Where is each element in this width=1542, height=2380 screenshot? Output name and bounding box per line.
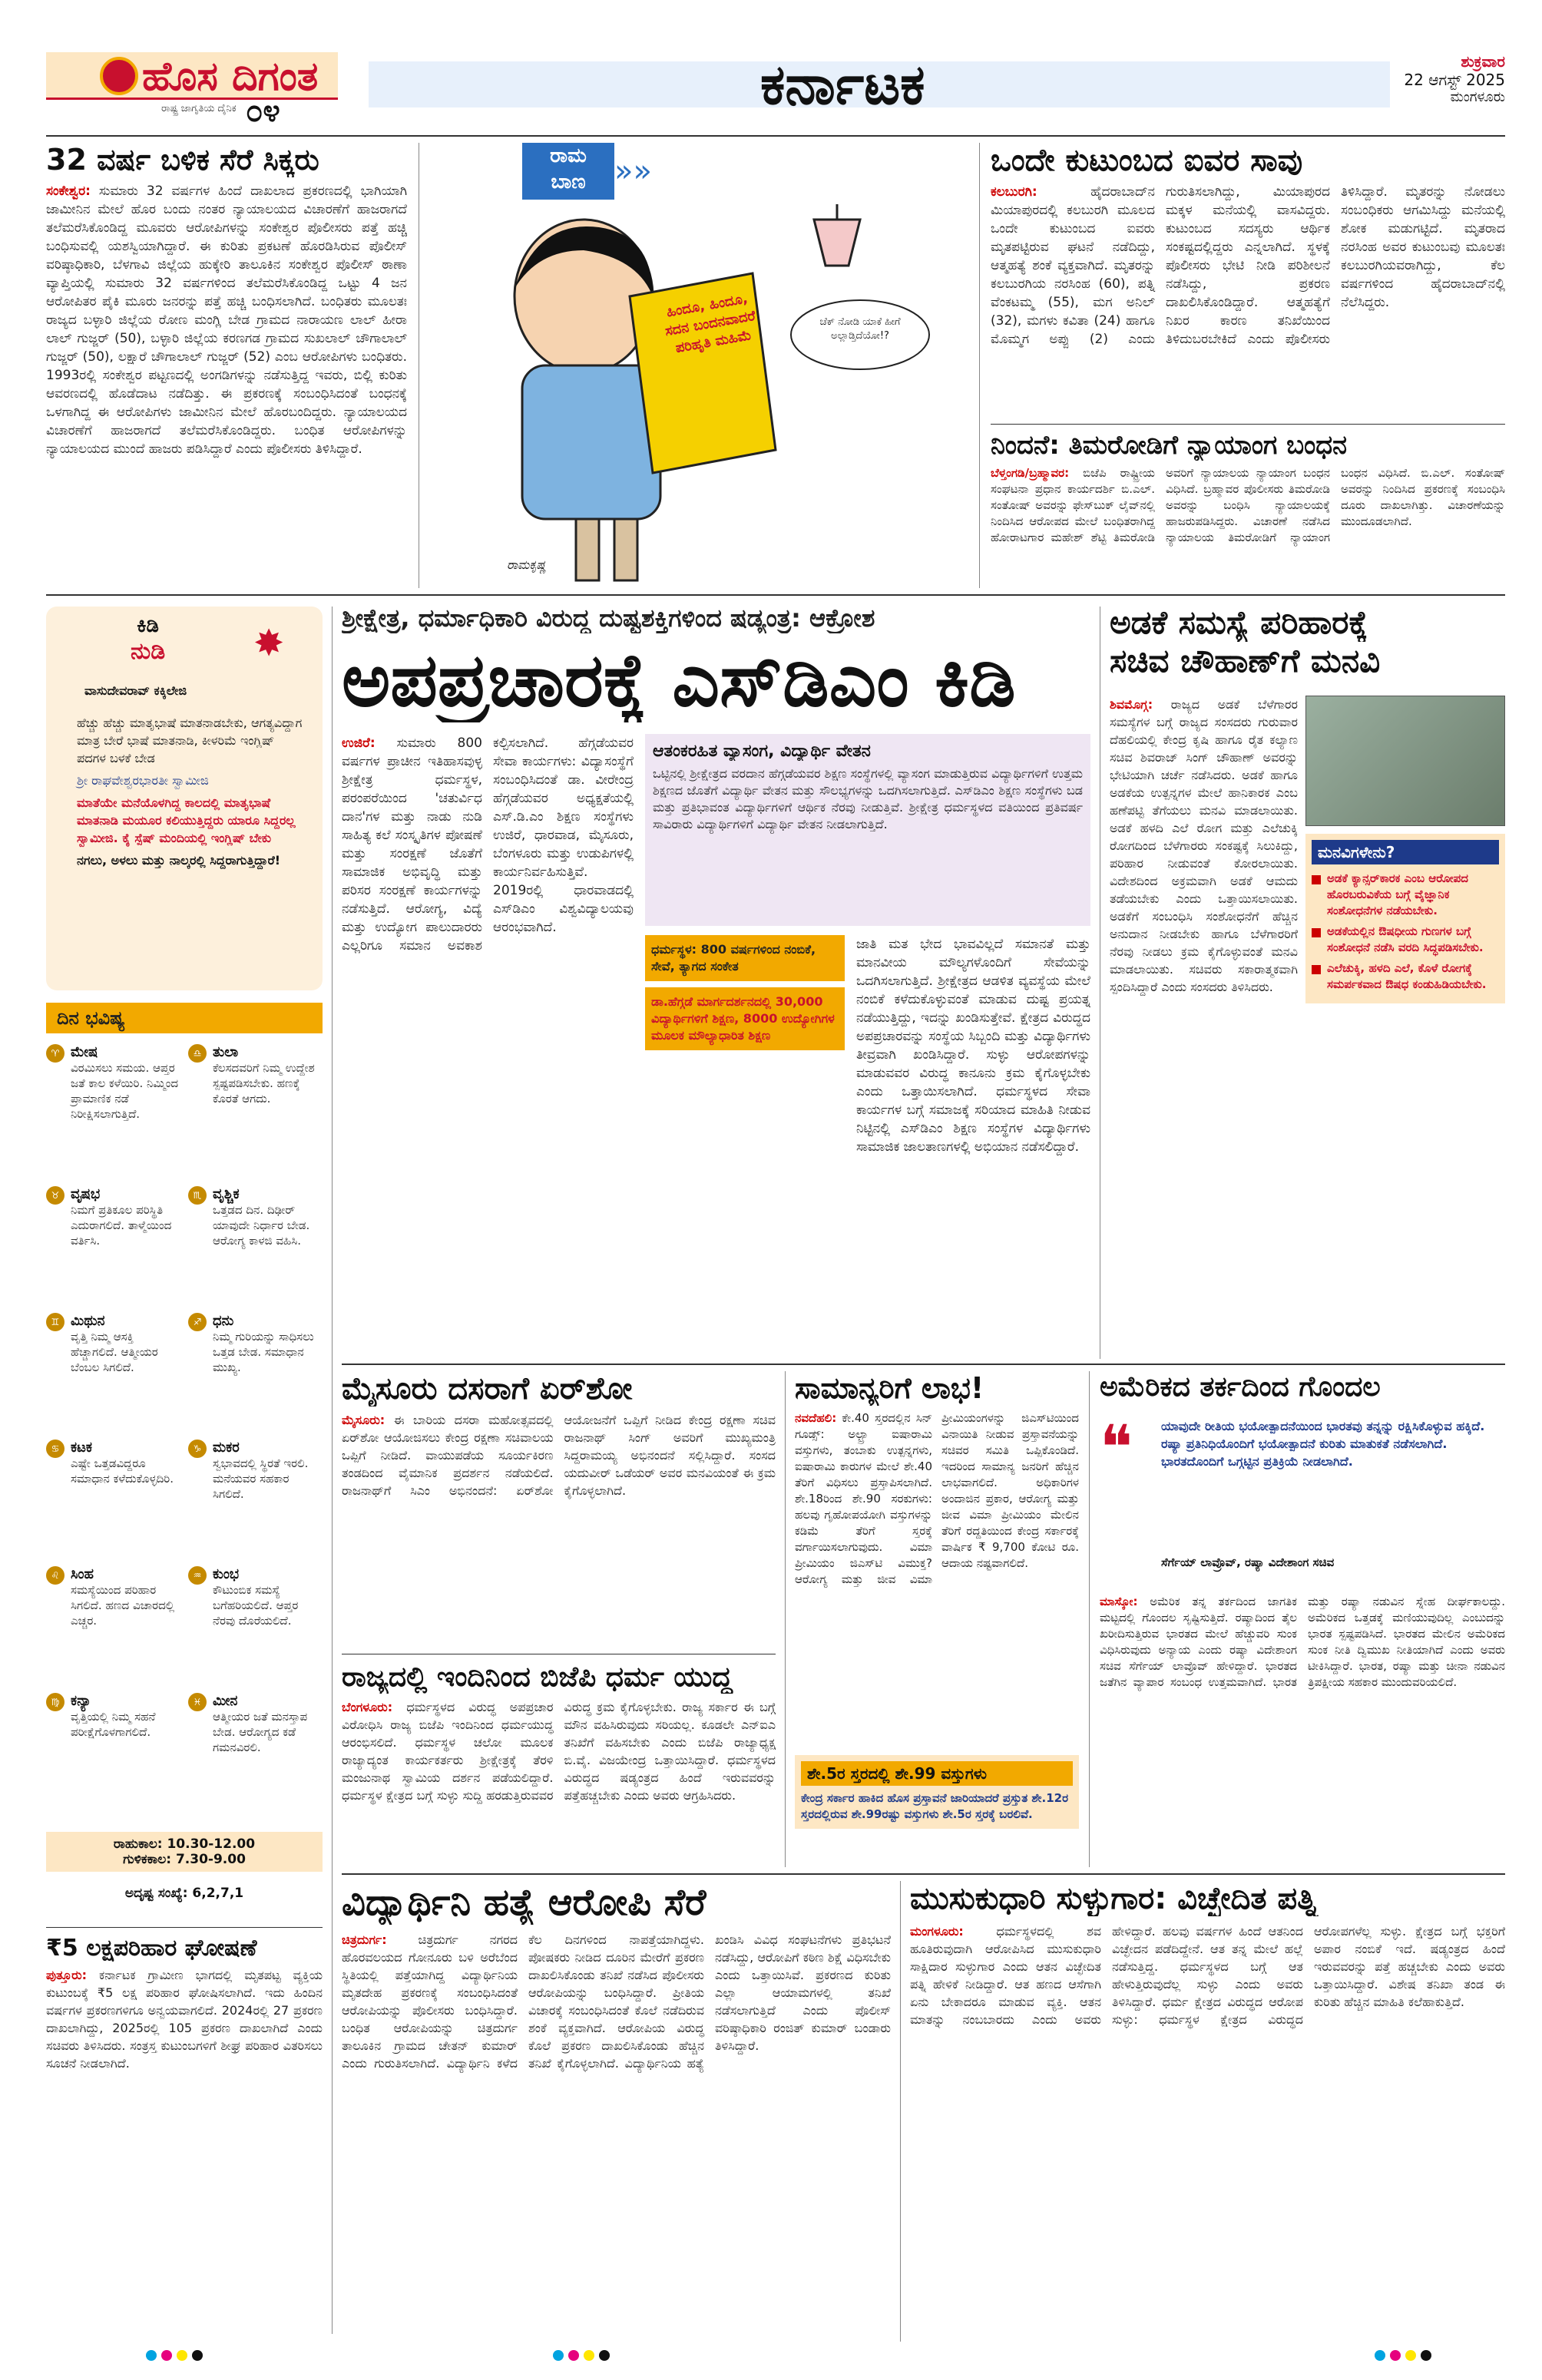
story-student [342, 1881, 891, 2342]
logo-emblem-icon [100, 57, 138, 95]
horoscope-sign: ♒ ಕುಂಭ ಕೌಟುಂಬಿಕ ಸಮಸ್ಯೆ ಬಗೆಹರಿಯಲಿದೆ. ಆಪ್ತರ ನೆರವು ದೊರೆಯಲಿದೆ. [188, 1566, 323, 1679]
body: ಸುಮಾರು 32 ವರ್ಷಗಳ ಹಿಂದೆ ದಾಖಲಾದ ಪ್ರಕರಣದಲ್ಲಿ ಭಾಗಿಯಾಗಿ ಜಾಮೀನಿನ ಮೇಲೆ ಹೊರ ಬಂದು ನಂತರ ನ್ಯಾಯಾಲಯದ ವಿಚಾರಣೆಗೆ ಹಾಜರಾಗದೆ ತಲೆಮರೆಸಿಕೊಂಡಿದ್ದ ಮೂವರು ಆರೋಪಿಗಳನ್ನು ಸಂಕೇಶ್ವರ ಪೊಲೀಸರು ಪತ್ತೆ ಹಚ್ಚಿ ಬಂಧಿಸುವಲ್ಲಿ ಯಶಸ್ವಿಯಾಗಿದ್ದಾರೆ. ಈ ಕುರಿತು ಪ್ರಕಟಣೆ ಹೊರಡಿಸಿರುವ ಪೊಲೀಸ್ ವರಿಷ್ಠಾಧಿಕಾರಿ, ಬೆಳಗಾವಿ ಜಿಲ್ಲೆಯ ಹುಕ್ಕೇರಿ ತಾಲೂಕಿನ ಸಂಕೇಶ್ವರ ಪೊಲೀಸ್ ಠಾಣಾ ವ್ಯಾಪ್ತಿಯಲ್ಲಿ ಸುಮಾರು 32 ವರ್ಷಗಳಿಂದ ತಲೆಮರೆಸಿಕೊಂಡಿದ್ದ ಒಟ್ಟು 4 ಜನ ಆರೋಪಿತರ ಪೈಕಿ ಮೂರು ಜನರನ್ನು ಪತ್ತೆ ಹಚ್ಚಿ ಬಂಧಿಸಲಾಗಿದೆ. ಬಂಧಿತರು ಮೂಲತಃ ರಾಜ್ಯದ ಬಳ್ಳಾರಿ ಜಿಲ್ಲೆಯ ರೋಣ ಮಂಗ್ಲಿ ಬೇಡ ಗ್ರಾಮದ ನಾರಾಯಣ ಲಾಲ್ ಹೀರಾ ಲಾಲ್ ಗುಜ್ಜರ್ (50), ಬಳ್ಳಾರಿ ಜಿಲ್ಲೆಯ ಕರಣಗಡ ಗ್ರಾಮದ ಸುಖಲಾಲ್ ಚೌಗಾಲಾಲ್ ಗುಜ್ಜರ್ (50), ಲಕ್ಷಾರೆ ಚೌಗಾಲಾಲ್ ಗುಜ್ಜರ್ (52) ಎಂಬ ಆರೋಪಿಗಳು ಬಂಧಿತರು. 1993ರಲ್ಲಿ ಸಂಕೇಶ್ವರ ಪಟ್ಟಣದಲ್ಲಿ ಅಂಗಡಿಗಳನ್ನು ನಡೆಸುತ್ತಿದ್ದ ಇವರು, ಬಿಲ್ಲಿ ಕುರಿತು ಆವರಣದಲ್ಲಿ ಹೊಡೆದಾಟ ನಡೆದಿತ್ತು. ಈ ಪ್ರಕರಣಕ್ಕೆ ಸಂಬಂಧಿಸಿದಂತೆ ಬಂಧನಕ್ಕೆ ಒಳಗಾಗಿದ್ದ ಈ ಆರೋಪಿಗಳು ಜಾಮೀನಿನ ಮೇಲೆ ಹೊರಬಂದಿದ್ದರು. ನ್ಯಾಯಾಲಯದ ವಿಚಾರಣೆಗೆ ಹಾಜರಾಗದೆ ತಲೆಮರೆಸಿಕೊಂಡಿದ್ದರು. ಬಂಧಿತ ಆರೋಪಿಗಳನ್ನು ನ್ಯಾಯಾಲಯದ ಮುಂದೆ ಹಾಜರು ಪಡಿಸಿದ್ದಾರೆ ಎಂದು ಪೊಲೀಸರು ತಿಳಿಸಿದ್ದಾರೆ. [46, 183, 407, 457]
dateline: ಬೆಂಗಳೂರು: [342, 1700, 393, 1714]
quote-text: ಯಾವುದೇ ರೀತಿಯ ಭಯೋತ್ಪಾದನೆಯಿಂದ ಭಾರತವು ತನ್ನನ್ನು ರಕ್ಷಿಸಿಕೊಳ್ಳುವ ಹಕ್ಕಿದೆ. ರಷ್ಯಾ ಪ್ರತಿನಿಧಿಯೊಂದಿಗೆ ಭಯೋತ್ಪಾದನೆ ಕುರಿತು ಮಾತುಕತೆ ನಡೆಸಲಾಗಿದೆ. ಭಾರತದೊಂದಿಗೆ ಒಗ್ಗಟ್ಟಿನ ಪ್ರತಿಕ್ರಿಯೆ ನೀಡಲಾಗಿದೆ. [1161, 1419, 1485, 1469]
box-text: ಒಟ್ಟಿನಲ್ಲಿ ಶ್ರೀಕ್ಷೇತ್ರದ ವರದಾನ ಹೆಗ್ಗಡೆಯವರ ಶಿಕ್ಷಣ ಸಂಸ್ಥೆಗಳಲ್ಲಿ ವ್ಯಾಸಂಗ ಮಾಡುತ್ತಿರುವ ವಿದ್ಯಾರ್ಥಿಗಳಿಗೆ ಉತ್ತಮ ಶಿಕ್ಷಣದ ಜೊತೆಗೆ ವಿದ್ಯಾರ್ಥಿ ವೇತನ ಮತ್ತು ಸೌಲಭ್ಯಗಳನ್ನು ಒದಗಿಸಲಾಗುತ್ತಿದೆ. ಎಸ್‌ಡಿಎಂ ಶಿಕ್ಷಣ ಸಂಸ್ಥೆಗಳು ಬಡ ಮತ್ತು ಪ್ರತಿಭಾವಂತ ವಿದ್ಯಾರ್ಥಿಗಳಿಗೆ ಆರ್ಥಿಕ ನೆರವು ನೀಡುತ್ತಿವೆ. ಶ್ರೀಕ್ಷೇತ್ರ ಧರ್ಮಸ್ಥಳದ ವತಿಯಿಂದ ಪ್ರತಿವರ್ಷ ಸಾವಿರಾರು ವಿದ್ಯಾರ್ಥಿಗಳಿಗೆ ವಿದ್ಯಾರ್ಥಿ ವೇತನ ನೀಡಲಾಗುತ್ತಿದೆ. [653, 766, 1083, 831]
headline: ಅಮೆರಿಕದ ತರ್ಕದಿಂದ ಗೊಂದಲ [1100, 1371, 1381, 1403]
highlight: ಡಾ.ಹೆಗ್ಗಡೆ ಮಾರ್ಗದರ್ಶನದಲ್ಲಿ 30,000 ವಿದ್ಯಾರ್ಥಿಗಳಿಗೆ ಶಿಕ್ಷಣ, 8000 ಉದ್ಯೋಗಿಗಳ ಮೂಲಕ ಮೌಲ್ಯಾಧಾರಿತ ಶಿಕ್ಷಣ [645, 987, 845, 1050]
body: ಚಿತ್ರದುರ್ಗ ನಗರದ ಹೊರವಲಯದ ಗೋನೂರು ಬಳಿ ಅರೆಬೆಂದ ಸ್ಥಿತಿಯಲ್ಲಿ ಪತ್ತೆಯಾಗಿದ್ದ ವಿದ್ಯಾರ್ಥಿನಿಯ ಮೃತದೇಹ ಪ್ರಕರಣಕ್ಕೆ ಸಂಬಂಧಿಸಿದಂತೆ ಆರೋಪಿಯನ್ನು ಪೊಲೀಸರು ಬಂಧಿಸಿದ್ದಾರೆ. ಬಂಧಿತ ಆರೋಪಿಯನ್ನು ಚಿತ್ರದುರ್ಗ ತಾಲೂಕಿನ ಗ್ರಾಮದ ಚೇತನ್ ಕುಮಾರ್ ಎಂದು ಗುರುತಿಸಲಾಗಿದೆ. ವಿದ್ಯಾರ್ಥಿನಿ ಕಳೆದ ಕೆಲ ದಿನಗಳಿಂದ ನಾಪತ್ತೆಯಾಗಿದ್ದಳು. ಪೋಷಕರು ನೀಡಿದ ದೂರಿನ ಮೇರೆಗೆ ಪ್ರಕರಣ ದಾಖಲಿಸಿಕೊಂಡು ತನಿಖೆ ನಡೆಸಿದ ಪೊಲೀಸರು ಆರೋಪಿಯನ್ನು ಬಂಧಿಸಿದ್ದಾರೆ. ಪ್ರೀತಿಯ ವಿಚಾರಕ್ಕೆ ಸಂಬಂಧಿಸಿದಂತೆ ಕೊಲೆ ನಡೆದಿರುವ ಶಂಕೆ ವ್ಯಕ್ತವಾಗಿದೆ. ಆರೋಪಿಯ ವಿರುದ್ಧ ಕೊಲೆ ಪ್ರಕರಣ ದಾಖಲಿಸಿಕೊಂಡು ಹೆಚ್ಚಿನ ತನಿಖೆ ಕೈಗೊಳ್ಳಲಾಗಿದೆ. ವಿದ್ಯಾರ್ಥಿನಿಯ ಹತ್ಯೆ ಖಂಡಿಸಿ ವಿವಿಧ ಸಂಘಟನೆಗಳು ಪ್ರತಿಭಟನೆ ನಡೆಸಿದ್ದು, ಆರೋಪಿಗೆ ಕಠಿಣ ಶಿಕ್ಷೆ ವಿಧಿಸಬೇಕು ಎಂದು ಒತ್ತಾಯಿಸಿವೆ. ಪ್ರಕರಣದ ಕುರಿತು ಎಲ್ಲಾ ಆಯಾಮಗಳಲ್ಲಿ ತನಿಖೆ ನಡೆಸಲಾಗುತ್ತಿದೆ ಎಂದು ಪೊಲೀಸ್ ವರಿಷ್ಠಾಧಿಕಾರಿ ರಂಜಿತ್ ಕುಮಾರ್ ಬಂಡಾರು ತಿಳಿಸಿದ್ದಾರೆ. [342, 1932, 891, 2071]
registration-marks-center [553, 2349, 614, 2364]
quote-icon: ❝ [1100, 1412, 1133, 1483]
headline: ವಿದ್ಯಾರ್ಥಿನಿ ಹತ್ಯೆ ಆರೋಪಿ ಸೆರೆ [342, 1881, 706, 1924]
lucky-numbers: ಅದೃಷ್ಟ ಸಂಖ್ಯೆ: 6,2,7,1 [124, 1886, 244, 1901]
headline: ರಾಜ್ಯದಲ್ಲಿ ಇಂದಿನಿಂದ ಬಿಜೆಪಿ ಧರ್ಮ ಯುದ್ಧ [342, 1661, 733, 1693]
placard-text: ಹಿಂದೂ, ಹಿಂದೂ, ಸದನ ಬಂದನವಾದರೆ ಪರಿಹೃತಿ ಮಹಿಮೆ [663, 290, 757, 357]
gst-box [795, 1755, 1079, 1829]
body: ರಾಜ್ಯದ ಅಡಕೆ ಬೆಳೆಗಾರರ ಸಮಸ್ಯೆಗಳ ಬಗ್ಗೆ ರಾಜ್ಯದ ಸಂಸದರು ಗುರುವಾರ ದೆಹಲಿಯಲ್ಲಿ ಕೇಂದ್ರ ಕೃಷಿ ಹಾಗೂ ರೈತ ಕಲ್ಯಾಣ ಸಚಿವ ಶಿವರಾಜ್ ಸಿಂಗ್ ಚೌಹಾಣ್ ಅವರನ್ನು ಭೇಟಿಯಾಗಿ ಚರ್ಚೆ ನಡೆಸಿದರು. ಅಡಕೆ ಹಾಗೂ ಅಡಕೆಯ ಉತ್ಪನ್ನಗಳ ಮೇಲೆ ಹಾನಿಕಾರಕ ಎಂಬ ಹಣೆಪಟ್ಟಿ ತೆಗೆಯಲು ಮನವಿ ಮಾಡಲಾಯಿತು. ಅಡಕೆ ಹಳದಿ ಎಲೆ ರೋಗ ಮತ್ತು ಎಲೆಚುಕ್ಕಿ ರೋಗದಿಂದ ಬೆಳೆಗಾರರು ಸಂಕಷ್ಟಕ್ಕೆ ಸಿಲುಕಿದ್ದು, ಪರಿಹಾರ ನೀಡುವಂತೆ ಕೋರಲಾಯಿತು. ವಿದೇಶದಿಂದ ಅಕ್ರಮವಾಗಿ ಅಡಕೆ ಆಮದು ತಡೆಯಬೇಕು ಎಂದು ಒತ್ತಾಯಿಸಲಾಯಿತು. ಅಡಕೆಗೆ ಸಂಬಂಧಿಸಿ ಸಂಶೋಧನೆಗೆ ಹೆಚ್ಚಿನ ಅನುದಾನ ನೀಡಬೇಕು ಹಾಗೂ ಬೆಳೆಗಾರರಿಗೆ ನೆರವು ನೀಡಲು ಕ್ರಮ ಕೈಗೊಳ್ಳುವಂತೆ ಮನವಿ ಮಾಡಲಾಯಿತು. ಸಚಿವರು ಸಕಾರಾತ್ಮಕವಾಗಿ ಸ್ಪಂದಿಸಿದ್ದಾರೆ ಎಂದು ಸಂಸದರು ತಿಳಿಸಿದರು. [1110, 697, 1298, 994]
dateline: ಚಿತ್ರದುರ್ಗ: [342, 1932, 387, 1947]
section-title: ಕರ್ನಾಟಕ [760, 52, 925, 117]
highlights-box [645, 935, 845, 1050]
body: ಕರ್ನಾಟಕ ಗ್ರಾಮೀಣ ಭಾಗದಲ್ಲಿ ಮೃತಪಟ್ಟ ವ್ಯಕ್ತಿಯ ಕುಟುಂಬಕ್ಕೆ ₹5 ಲಕ್ಷ ಪರಿಹಾರ ಘೋಷಿಸಲಾಗಿದೆ. ಇದು ಹಿಂದಿನ ವರ್ಷಗಳ ಪ್ರಕರಣಗಳಿಗೂ ಅನ್ವಯವಾಗಲಿದೆ. 2024ರಲ್ಲಿ 27 ಪ್ರಕರಣ ದಾಖಲಾಗಿದ್ದು, 2025ರಲ್ಲಿ 105 ಪ್ರಕರಣ ದಾಖಲಾಗಿದೆ ಎಂದು ಸಚಿವರು ತಿಳಿಸಿದರು. ಸಂತ್ರಸ್ತ ಕುಟುಂಬಗಳಿಗೆ ಶೀಘ್ರ ಪರಿಹಾರ ವಿತರಿಸಲು ಸೂಚನೆ ನೀಡಲಾಗಿದೆ. [46, 1968, 323, 2071]
aries-icon: ♈ [46, 1044, 65, 1063]
cartoon-drawing [430, 204, 968, 588]
kidi-logo: ಕಿಡಿ ನುಡಿ [131, 614, 166, 665]
sagittarius-icon: ♐ [188, 1313, 207, 1331]
day: ಶುಕ್ರವಾರ [1461, 52, 1505, 71]
meeting-photo [1305, 696, 1505, 826]
body: ಕೇ.40 ಸ್ತರದಲ್ಲಿನ ಸಿನ್ ಗೂಡ್ಸ್: ಅಲ್ಟ್ರಾ ಐಷಾರಾಮಿ ವಸ್ತುಗಳು, ತಂಬಾಕು ಉತ್ಪನ್ನಗಳು, ಐಷಾರಾಮಿ ಕಾರುಗಳ ಮೇಲೆ ಶೇ.40 ತೆರಿಗೆ ವಿಧಿಸಲು ಪ್ರಸ್ತಾಪಿಸಲಾಗಿದೆ. ಶೇ.18ರಿಂದ ಶೇ.90 ಸರಕುಗಳು: ಹಲವು ಗೃಹೋಪಯೋಗಿ ವಸ್ತುಗಳನ್ನು ಕಡಿಮೆ ತೆರಿಗೆ ಸ್ತರಕ್ಕೆ ವರ್ಗಾಯಿಸಲಾಗುವುದು. ವಿಮಾ ಪ್ರೀಮಿಯಂ ಜಿಎಸ್‌ಟಿ ವಿಮುಕ್ತ? ಆರೋಗ್ಯ ಮತ್ತು ಜೀವ ವಿಮಾ ಪ್ರೀಮಿಯಂಗಳನ್ನು ಜಿಎಸ್‌ಟಿಯಿಂದ ವಿನಾಯಿತಿ ನೀಡುವ ಪ್ರಸ್ತಾವನೆಯನ್ನು ಸಚಿವರ ಸಮಿತಿ ಒಪ್ಪಿಕೊಂಡಿದೆ. ಇದರಿಂದ ಸಾಮಾನ್ಯ ಜನರಿಗೆ ಹೆಚ್ಚಿನ ಲಾಭವಾಗಲಿದೆ. ಅಧಿಕಾರಿಗಳ ಅಂದಾಜಿನ ಪ್ರಕಾರ, ಆರೋಗ್ಯ ಮತ್ತು ಜೀವ ವಿಮಾ ಪ್ರೀಮಿಯಂ ಮೇಲಿನ ತೆರಿಗೆ ರದ್ದತಿಯಿಂದ ಕೇಂದ್ರ ಸರ್ಕಾರಕ್ಕೆ ವಾರ್ಷಿಕ ₹ 9,700 ಕೋಟಿ ರೂ. ಆದಾಯ ನಷ್ಟವಾಗಲಿದೆ. [795, 1411, 1079, 1586]
libra-icon: ♎ [188, 1044, 207, 1063]
body: ಜಾತಿ ಮತ ಭೇದ ಭಾವವಿಲ್ಲದೆ ಸಮಾನತೆ ಮತ್ತು ಮಾನವೀಯ ಮೌಲ್ಯಗಳೊಂದಿಗೆ ಸೇವೆಯನ್ನು ಒದಗಿಸಲಾಗುತ್ತಿದೆ. ಶ್ರೀಕ್ಷೇತ್ರದ ಆಡಳಿತ ವ್ಯವಸ್ಥೆಯ ಮೇಲೆ ನಂಬಿಕೆ ಕಳೆದುಕೊಳ್ಳುವಂತೆ ಮಾಡುವ ದುಷ್ಟ ಪ್ರಯತ್ನ ನಡೆಯುತ್ತಿದ್ದು, ಇದನ್ನು ಖಂಡಿಸುತ್ತೇವೆ. ಕ್ಷೇತ್ರದ ವಿರುದ್ಧದ ಅಪಪ್ರಚಾರವನ್ನು ಸಂಸ್ಥೆಯ ಸಿಬ್ಬಂದಿ ಮತ್ತು ವಿದ್ಯಾರ್ಥಿಗಳು ತೀವ್ರವಾಗಿ ಖಂಡಿಸಿದ್ದಾರೆ. ಸುಳ್ಳು ಆರೋಪಗಳನ್ನು ಮಾಡುವವರ ವಿರುದ್ಧ ಕಾನೂನು ಕ್ರಮ ಕೈಗೊಳ್ಳಬೇಕು ಎಂದು ಒತ್ತಾಯಿಸಲಾಗಿದೆ. ಧರ್ಮಸ್ಥಳದ ಸೇವಾ ಕಾರ್ಯಗಳ ಬಗ್ಗೆ ಸಮಾಜಕ್ಕೆ ಸರಿಯಾದ ಮಾಹಿತಿ ನೀಡುವ ನಿಟ್ಟಿನಲ್ಲಿ ಎಸ್‌ಡಿಎಂ ಶಿಕ್ಷಣ ಸಂಸ್ಥೆಗಳ ವಿದ್ಯಾರ್ಥಿಗಳು ಸಾಮಾಜಿಕ ಜಾಲತಾಣಗಳಲ್ಲಿ ಅಭಿಯಾನ ನಡೆಸಲಿದ್ದಾರೆ. [856, 937, 1090, 1155]
highlight: ಧರ್ಮಸ್ಥಳ: 800 ವರ್ಷಗಳಿಂದ ನಂಬಿಕೆ, ಸೇವೆ, ತ್ಯಾಗದ ಸಂಕೇತ [645, 935, 845, 981]
story-airshow [342, 1371, 776, 1648]
horoscope [46, 1003, 323, 1919]
kidi-line: ಹೆಚ್ಚು ಹೆಚ್ಚು ಮಾತೃಭಾಷೆ ಮಾತನಾಡಬೇಕು, ಆಗತ್ಯವಿದ್ದಾಗ ಮಾತ್ರ ಬೇರೆ ಭಾಷೆ ಮಾತನಾಡಿ, ಕೀಳರಿಮೆ ಇಂಗ್ಲಿಷ್ ಪದಗಳ ಬಳಕೆ ಬೇಡ [77, 716, 303, 765]
taurus-icon: ♉ [46, 1186, 65, 1205]
kidi-nudi-box [46, 607, 323, 990]
box-title: ಶೇ.5ರ ಸ್ತರದಲ್ಲಿ ಶೇ.99 ವಸ್ತುಗಳು [801, 1761, 1073, 1786]
horoscope-sign: ♎ ತುಲಾ ಕೆಲಸದವರಿಗೆ ನಿಮ್ಮ ಉದ್ದೇಶ ಸ್ಪಷ್ಟಪಡಿಸಬೇಕು. ಹಣಕ್ಕೆ ಕೊರತೆ ಆಗದು. [188, 1044, 323, 1172]
logo-text: ಹೊಸ ದಿಗಂತ [142, 54, 319, 100]
horoscope-sign: ♐ ಧನು ನಿಮ್ಮ ಗುರಿಯನ್ನು ಸಾಧಿಸಲು ಒತ್ತಡ ಬೇಡ. ಸಮಾಧಾನ ಮುಖ್ಯ. [188, 1313, 323, 1426]
registration-marks-right [1375, 2349, 1436, 2364]
story-bjp [342, 1661, 776, 1867]
dateline: ಶಿವಮೊಗ್ಗ: [1110, 697, 1153, 712]
bubble-text: ಚೆಕ್ ನೋಡಿ ಯಾಕೆ ಹೀಗೆ ಅಲ್ಲಾಡ್ತಿದೆಯೋ!? [819, 316, 901, 342]
aquarius-icon: ♒ [188, 1566, 207, 1585]
lead-col1 [342, 734, 634, 1348]
story-timarodi [991, 430, 1505, 588]
dateline: ಮಾಸ್ಕೋ: [1100, 1595, 1138, 1608]
lead-col3 [856, 935, 1090, 1350]
headline: ನಿಂದನೆ: ತಿಮರೋಡಿಗೆ ನ್ಯಾಯಾಂಗ ಬಂಧನ [991, 430, 1348, 461]
horoscope-sign: ♋ ಕಟಕ ಎಷ್ಟೇ ಒತ್ತಡವಿದ್ದರೂ ಸಮಾಧಾನ ಕಳೆದುಕೊಳ್ಳದಿರಿ. [46, 1440, 180, 1552]
horoscope-sign: ♏ ವೃಶ್ಚಿಕ ಒತ್ತಡದ ದಿನ. ದಿಢೀರ್ ಯಾವುದೇ ನಿರ್ಧಾರ ಬೇಡ. ಆರೋಗ್ಯ ಕಾಳಜಿ ವಹಿಸಿ. [188, 1186, 323, 1299]
story-areca [1110, 603, 1505, 1356]
body: ಹೈದರಾಬಾದ್‌ನ ಮಿಯಾಪುರದಲ್ಲಿ ಕಲಬುರಗಿ ಮೂಲದ ಒಂದೇ ಕುಟುಂಬದ ಐವರು ಮೃತಪಟ್ಟಿರುವ ಘಟನೆ ನಡೆದಿದ್ದು, ಆತ್ಮಹತ್ಯೆ ಶಂಕೆ ವ್ಯಕ್ತವಾಗಿದೆ. ಮೃತರನ್ನು ಕಲಬುರಗಿಯ ನರಸಿಂಹ (60), ಪತ್ನಿ ವೆಂಕಟಮ್ಮ (55), ಮಗ ಅನಿಲ್ (32), ಮಗಳು ಕವಿತಾ (24) ಹಾಗೂ ಮೊಮ್ಮಗ ಅಪ್ಪು (2) ಎಂದು ಗುರುತಿಸಲಾಗಿದ್ದು, ಮಿಯಾಪುರದ ಮಕ್ಕಳ ಮನೆಯಲ್ಲಿ ವಾಸವಿದ್ದರು. ಕುಟುಂಬದ ಸದಸ್ಯರು ಆರ್ಥಿಕ ಸಂಕಷ್ಟದಲ್ಲಿದ್ದರು ಎನ್ನಲಾಗಿದೆ. ಸ್ಥಳಕ್ಕೆ ಪೊಲೀಸರು ಭೇಟಿ ನೀಡಿ ಪರಿಶೀಲನೆ ನಡೆಸಿದ್ದು, ಪ್ರಕರಣ ದಾಖಲಿಸಿಕೊಂಡಿದ್ದಾರೆ. ಆತ್ಮಹತ್ಯೆಗೆ ನಿಖರ ಕಾರಣ ತನಿಖೆಯಿಂದ ತಿಳಿದುಬರಬೇಕಿದೆ ಎಂದು ಪೊಲೀಸರು ತಿಳಿಸಿದ್ದಾರೆ. ಮೃತರನ್ನು ನೋಡಲು ಸಂಬಂಧಿಕರು ಆಗಮಿಸಿದ್ದು ಮನೆಯಲ್ಲಿ ಶೋಕ ಮಡುಗಟ್ಟಿದೆ. ಮೃತರಾದ ನರಸಿಂಹ ಅವರ ಕುಟುಂಬವು ಮೂಲತಃ ಕಲಬುರಗಿಯವರಾಗಿದ್ದು, ಕೆಲ ವರ್ಷಗಳಿಂದ ಹೈದರಾಬಾದ್‌ನಲ್ಲಿ ನೆಲೆಸಿದ್ದರು. [991, 184, 1505, 347]
horoscope-title: ದಿನ ಭವಿಷ್ಯ [46, 1003, 323, 1033]
kidi-line: ನಗಲು, ಅಳಲು ಮತ್ತು ನಾಲ್ಕರಲ್ಲಿ ಸಿದ್ದರಾಗುತ್ತಿದ್ದಾರೆ! [77, 853, 281, 868]
arrow-icon: »» [614, 154, 652, 189]
headline: ಸಾಮಾನ್ಯರಿಗೆ ಲಾಭ! [795, 1371, 984, 1405]
story-32-years [46, 143, 407, 588]
dateline: ಪುತ್ತೂರು: [46, 1968, 88, 1982]
gemini-icon: ♊ [46, 1313, 65, 1331]
headline: ಮುಸುಕುಧಾರಿ ಸುಳ್ಳುಗಾರ: ವಿಚ್ಛೇದಿತ ಪತ್ನಿ [910, 1881, 1318, 1916]
horoscope-sign: ♓ ಮೀನ ಆತ್ಮೀಯರ ಜತೆ ಮನಸ್ತಾಪ ಬೇಡ. ಆರೋಗ್ಯದ ಕಡೆ ಗಮನವಿರಲಿ. [188, 1693, 323, 1806]
horoscope-sign: ♌ ಸಿಂಹ ಸಮಸ್ಯೆಯಿಂದ ಪರಿಹಾರ ಸಿಗಲಿದೆ. ಹಣದ ವಿಚಾರದಲ್ಲಿ ಎಚ್ಚರ. [46, 1566, 180, 1679]
story-family-deaths [991, 143, 1505, 419]
horoscope-sign: ♈ ಮೇಷ ವಿರಮಿಸಲು ಸಮಯ. ಆಪ್ತರ ಜತೆ ಕಾಲ ಕಳೆಯಿರಿ. ನಿಮ್ಮಿಂದ ಪ್ರಾಮಾಣಿಕ ನಡೆ ನಿರೀಕ್ಷಿಸಲಾಗುತ್ತಿದೆ. [46, 1044, 180, 1172]
spark-icon: ✸ [253, 622, 285, 665]
headline: ಮೈಸೂರು ದಸರಾಗೆ ಏರ್‌ಶೋ [342, 1371, 633, 1407]
dateline: ಮಂಗಳೂರು: [910, 1924, 964, 1939]
scholarship-box [645, 734, 1090, 926]
box-title: ಆತಂಕರಹಿತ ವ್ಯಾಸಂಗ, ವಿದ್ಯಾರ್ಥಿ ವೇತನ [653, 742, 871, 761]
kidi-line: ಶ್ರೀ ರಾಘವೇಶ್ವರಭಾರತೀ ಸ್ವಾಮೀಜಿ [77, 773, 209, 788]
story-compensation [46, 1935, 323, 2334]
cartoon [430, 143, 968, 588]
box-text: ಕೇಂದ್ರ ಸರ್ಕಾರ ಹಾಕಿದ ಹೊಸ ಪ್ರಸ್ತಾವನೆ ಜಾರಿಯಾದರೆ ಪ್ರಸ್ತುತ ಶೇ.12ರ ಸ್ತರದಲ್ಲಿರುವ ಶೇ.99ರಷ್ಟು ವಸ್ತುಗಳು ಶೇ.5ರ ಸ್ತರಕ್ಕೆ ಬರಲಿವೆ. [801, 1791, 1069, 1821]
dateline: ಸಂಕೇಶ್ವರ: [46, 183, 91, 199]
body: ಸುಮಾರು 800 ವರ್ಷಗಳ ಪ್ರಾಚೀನ ಇತಿಹಾಸವುಳ್ಳ ಶ್ರೀಕ್ಷೇತ್ರ ಧರ್ಮಸ್ಥಳ, ಪರಂಪರೆಯಿಂದ 'ಚತುರ್ವಿಧ ದಾನ'ಗಳ ಮತ್ತು ನಾಡು ನುಡಿ ಸಾಹಿತ್ಯ ಕಲೆ ಸಂಸ್ಕೃತಿಗಳ ಪೋಷಣೆ ಮತ್ತು ಸಂರಕ್ಷಣೆ ಜೊತೆಗೆ ಸಾಮಾಜಿಕ ಅಭಿವೃದ್ಧಿ ಮತ್ತು ಪರಿಸರ ಸಂರಕ್ಷಣೆ ಕಾರ್ಯಗಳನ್ನು ನಡೆಸುತ್ತಿದೆ. ಆರೋಗ್ಯ, ವಿದ್ಯೆ ಮತ್ತು ಉದ್ಯೋಗ ಪಾಲುದಾರರು ಎಲ್ಲರಿಗೂ ಸಮಾನ ಅವಕಾಶ ಕಲ್ಪಿಸಲಾಗಿದೆ. ಹೆಗ್ಗಡೆಯವರ ಸೇವಾ ಕಾರ್ಯಗಳು: ವಿದ್ಯಾಸಂಸ್ಥೆಗೆ ಸಂಬಂಧಿಸಿದಂತೆ ಡಾ. ವೀರೇಂದ್ರ ಹೆಗ್ಗಡೆಯವರ ಅಧ್ಯಕ್ಷತೆಯಲ್ಲಿ ಎಸ್.ಡಿ.ಎಂ ಶಿಕ್ಷಣ ಸಂಸ್ಥೆಗಳು ಉಜಿರೆ, ಧಾರವಾಡ, ಮೈಸೂರು, ಬೆಂಗಳೂರು ಮತ್ತು ಉಡುಪಿಗಳಲ್ಲಿ ಕಾರ್ಯನಿರ್ವಹಿಸುತ್ತಿವೆ. 2019ರಲ್ಲಿ ಧಾರವಾಡದಲ್ಲಿ ಎಸ್‌ಡಿಎಂ ವಿಶ್ವವಿದ್ಯಾಲಯವು ಆರಂಭವಾಗಿದೆ. [342, 735, 634, 954]
quote-author: ಸೆರ್ಗೆಯ್ ಲಾವ್ರೊವ್, ರಷ್ಯಾ ವಿದೇಶಾಂಗ ಸಚಿವ [1161, 1555, 1335, 1569]
body: ಅಮೆರಿಕ ತನ್ನ ತರ್ಕದಿಂದ ಜಾಗತಿಕ ಮಟ್ಟದಲ್ಲಿ ಗೊಂದಲ ಸೃಷ್ಟಿಸುತ್ತಿದೆ. ರಷ್ಯಾದಿಂದ ತೈಲ ಖರೀದಿಸುತ್ತಿರುವ ಭಾರತದ ಮೇಲೆ ಹೆಚ್ಚುವರಿ ಸುಂಕ ವಿಧಿಸಿರುವುದು ಅನ್ಯಾಯ ಎಂದು ರಷ್ಯಾ ವಿದೇಶಾಂಗ ಸಚಿವ ಸೆರ್ಗೆಯ್ ಲಾವ್ರೊವ್ ಹೇಳಿದ್ದಾರೆ. ಭಾರತದ ಜತೆಗಿನ ವ್ಯಾಪಾರ ಸಂಬಂಧ ಉತ್ತಮವಾಗಿದೆ. ಭಾರತ ಮತ್ತು ರಷ್ಯಾ ನಡುವಿನ ಸ್ನೇಹ ದೀರ್ಘಕಾಲದ್ದು. ಅಮೆರಿಕದ ಒತ್ತಡಕ್ಕೆ ಮಣಿಯುವುದಿಲ್ಲ ಎಂಬುದನ್ನು ಭಾರತ ಸ್ಪಷ್ಟಪಡಿಸಿದೆ. ಭಾರತದ ಮೇಲಿನ ಅಮೆರಿಕದ ಸುಂಕ ನೀತಿ ದ್ವಿಮುಖ ನೀತಿಯಾಗಿದೆ ಎಂದು ಅವರು ಟೀಕಿಸಿದ್ದಾರೆ. ಭಾರತ, ರಷ್ಯಾ ಮತ್ತು ಚೀನಾ ನಡುವಿನ ತ್ರಿಪಕ್ಷೀಯ ಸಹಕಾರ ಮುಂದುವರಿಯಲಿದೆ. [1100, 1595, 1505, 1689]
rama-bana-tag: ರಾಮ ಬಾಣ [522, 143, 614, 200]
masthead [46, 46, 1505, 131]
headline: ₹5 ಲಕ್ಷಪರಿಹಾರ ಘೋಷಣೆ [46, 1935, 257, 1962]
chandelier [814, 220, 860, 266]
dateline-box [1352, 52, 1505, 105]
dateline: ಮೈಸೂರು: [342, 1413, 386, 1427]
dateline: ಉಜಿರೆ: [342, 735, 376, 751]
body: ಧರ್ಮಸ್ಥಳದಲ್ಲಿ ಶವ ಹೂತಿರುವುದಾಗಿ ಆರೋಪಿಸಿದ ಮುಸುಕುಧಾರಿ ಸಾಕ್ಷಿದಾರ ಸುಳ್ಳುಗಾರ ಎಂದು ಆತನ ವಿಚ್ಛೇದಿತ ಪತ್ನಿ ಹೇಳಿಕೆ ನೀಡಿದ್ದಾರೆ. ಆತ ಹಣದ ಆಸೆಗಾಗಿ ಏನು ಬೇಕಾದರೂ ಮಾಡುವ ವ್ಯಕ್ತಿ. ಆತನ ಮಾತನ್ನು ನಂಬಬಾರದು ಎಂದು ಅವರು ಹೇಳಿದ್ದಾರೆ. ಹಲವು ವರ್ಷಗಳ ಹಿಂದೆ ಆತನಿಂದ ವಿಚ್ಛೇದನ ಪಡೆದಿದ್ದೇನೆ. ಆತ ತನ್ನ ಮೇಲೆ ಹಲ್ಲೆ ನಡೆಸುತ್ತಿದ್ದ. ಧರ್ಮಸ್ಥಳದ ಬಗ್ಗೆ ಆತ ಹೇಳುತ್ತಿರುವುದೆಲ್ಲ ಸುಳ್ಳು ಎಂದು ಅವರು ತಿಳಿಸಿದ್ದಾರೆ. ಧರ್ಮ ಕ್ಷೇತ್ರದ ವಿರುದ್ಧದ ಆರೋಪ ಸುಳ್ಳು: ಧರ್ಮಸ್ಥಳ ಕ್ಷೇತ್ರದ ವಿರುದ್ಧದ ಆರೋಪಗಳೆಲ್ಲ ಸುಳ್ಳು. ಕ್ಷೇತ್ರದ ಬಗ್ಗೆ ಭಕ್ತರಿಗೆ ಅಪಾರ ನಂಬಿಕೆ ಇದೆ. ಷಡ್ಯಂತ್ರದ ಹಿಂದೆ ಇರುವವರನ್ನು ಪತ್ತೆ ಹಚ್ಚಬೇಕು ಎಂದು ಅವರು ಒತ್ತಾಯಿಸಿದ್ದಾರೆ. ವಿಶೇಷ ತನಿಖಾ ತಂಡ ಈ ಕುರಿತು ಹೆಚ್ಚಿನ ಮಾಹಿತಿ ಕಲೆಹಾಕುತ್ತಿದೆ. [910, 1924, 1505, 2027]
lead-headline: ಅಪಪ್ರಚಾರಕ್ಕೆ ಎಸ್‌ಡಿಎಂ ಕಿಡಿ [342, 638, 1016, 722]
dateline: ಬೆಳ್ತಂಗಡಿ/ಬ್ರಹ್ಮಾವರ: [991, 466, 1070, 480]
edition-city: ಮಂಗಳೂರು [1450, 89, 1505, 105]
headline-line1: ಅಡಕೆ ಸಮಸ್ಯೆ ಪರಿಹಾರಕ್ಕೆ [1110, 603, 1368, 641]
cartoonist-signature: ರಾಮಕೃಷ್ಣ [507, 557, 547, 572]
story-us [1100, 1371, 1505, 1867]
date: 22 ಆಗಸ್ಟ್ 2025 [1404, 71, 1505, 89]
headline: 32 ವರ್ಷ ಬಳಿಕ ಸೆರೆ ಸಿಕ್ಕರು [46, 143, 319, 177]
cancer-icon: ♋ [46, 1440, 65, 1458]
demands-box: ಮನವಿಗಳೇನು? ಅಡಕೆ ಕ್ಯಾನ್ಸರ್‌ಕಾರಕ ಎಂಬ ಆರೋಪದ ಹೊರಬರುವಿಕೆಯ ಬಗ್ಗೆ ವೈಜ್ಞಾನಿಕ ಸಂಶೋಧನೆಗಳ ನಡೆಯಬೇಕು. ಅಡಕೆಯಲ್ಲಿನ ಔಷಧೀಯ ಗುಣಗಳ ಬಗ್ಗೆ ಸಂಶೋಧನೆ ನಡೆಸಿ ವರದಿ ಸಿದ್ಧಪಡಿಸಬೇಕು. ಎಲೆಚುಕ್ಕಿ, ಹಳದಿ ಎಲೆ, ಕೊಳೆ ರೋಗಕ್ಕೆ ಸಮರ್ಪಕವಾದ ಔಷಧ ಕಂಡುಹಿಡಿಯಬೇಕು. [1305, 834, 1505, 1003]
registration-marks-left [146, 2349, 207, 2364]
story-masked [910, 1881, 1505, 2342]
capricorn-icon: ♑ [188, 1440, 207, 1458]
caricature-body [522, 365, 660, 519]
headline-line2: ಸಚಿವ ಚೌಹಾಣ್‌ಗೆ ಮನವಿ [1110, 642, 1381, 679]
logo [46, 46, 353, 131]
horoscope-sign: ♊ ಮಿಥುನ ವೃತ್ತಿ ನಿಮ್ಮ ಆಸಕ್ತಿ ಹೆಚ್ಚಾಗಲಿದೆ. ಆತ್ಮೀಯರ ಬೆಂಬಲ ಸಿಗಲಿದೆ. [46, 1313, 180, 1426]
kidi-line: ಮಾತೆಯೇ ಮನೆಯೊಳಗಿದ್ದ ಕಾಲದಲ್ಲಿ ಮಾತೃಭಾಷೆ ಮಾತನಾಡಿ ಮಯೂರ ಕಲಿಯುತ್ತಿದ್ದರು ಯಾರೂ ಸಿದ್ದರಲ್ಲ ಸ್ವಾಮೀಜಿ. ಕೈ ಸ್ಪೆಷ್ ಮಂದಿಯಲ್ಲಿ ಇಂಗ್ಲಿಷ್ ಬೇಕು [77, 795, 296, 845]
horoscope-sign: ♍ ಕನ್ಯಾ ವೃತ್ತಿಯಲ್ಲಿ ನಿಮ್ಮ ಸಹನೆ ಪರೀಕ್ಷೆಗೊಳಗಾಗಲಿದೆ. [46, 1693, 180, 1806]
logo-tagline: ರಾಷ್ಟ್ರ ಜಾಗೃತಿಯ ದೈನಿಕ [161, 103, 237, 114]
body: ಬಿಜೆಪಿ ರಾಷ್ಟ್ರೀಯ ಸಂಘಟನಾ ಪ್ರಧಾನ ಕಾರ್ಯದರ್ಶಿ ಬಿ.ಎಲ್. ಸಂತೋಷ್ ಅವರನ್ನು ಫೇಸ್‌ಬುಕ್ ಲೈವ್‌ನಲ್ಲಿ ನಿಂದಿಸಿದ ಆರೋಪದ ಮೇಲೆ ಬಂಧಿತರಾಗಿದ್ದ ಹೋರಾಟಗಾರ ಮಹೇಶ್ ಶೆಟ್ಟಿ ತಿಮರೋಡಿ ಅವರಿಗೆ ನ್ಯಾಯಾಲಯ ನ್ಯಾಯಾಂಗ ಬಂಧನ ವಿಧಿಸಿದೆ. ಬ್ರಹ್ಮಾವರ ಪೊಲೀಸರು ತಿಮರೋಡಿ ಅವರನ್ನು ಬಂಧಿಸಿ ನ್ಯಾಯಾಲಯಕ್ಕೆ ಹಾಜರುಪಡಿಸಿದ್ದರು. ವಿಚಾರಣೆ ನಡೆಸಿದ ನ್ಯಾಯಾಲಯ ತಿಮರೋಡಿಗೆ ನ್ಯಾಯಾಂಗ ಬಂಧನ ವಿಧಿಸಿದೆ. ಬಿ.ಎಲ್. ಸಂತೋಷ್ ಅವರನ್ನು ನಿಂದಿಸಿದ ಪ್ರಕರಣಕ್ಕೆ ಸಂಬಂಧಿಸಿ ದೂರು ದಾಖಲಾಗಿತ್ತು. ವಿಚಾರಣೆಯನ್ನು ಮುಂದೂಡಲಾಗಿದೆ. [991, 466, 1505, 544]
scorpio-icon: ♏ [188, 1186, 207, 1205]
horoscope-sign: ♑ ಮಕರ ಸ್ವಭಾವದಲ್ಲಿ ಸ್ಥಿರತೆ ಇರಲಿ. ಮನೆಯವರ ಸಹಕಾರ ಸಿಗಲಿದೆ. [188, 1440, 323, 1552]
headline: ಒಂದೇ ಕುಟುಂಬದ ಐವರ ಸಾವು [991, 143, 1303, 178]
body: ಈ ಬಾರಿಯ ದಸರಾ ಮಹೋತ್ಸವದಲ್ಲಿ ಏರ್‌ಶೋ ಆಯೋಜಿಸಲು ಕೇಂದ್ರ ರಕ್ಷಣಾ ಸಚಿವಾಲಯ ಒಪ್ಪಿಗೆ ನೀಡಿದೆ. ವಾಯುಪಡೆಯ ಸೂರ್ಯಕಿರಣ ತಂಡದಿಂದ ವೈಮಾನಿಕ ಪ್ರದರ್ಶನ ನಡೆಯಲಿದೆ. ರಾಜನಾಥ್‌ಗೆ ಸಿಎಂ ಅಭಿನಂದನೆ: ಏರ್‌ಶೋ ಆಯೋಜನೆಗೆ ಒಪ್ಪಿಗೆ ನೀಡಿದ ಕೇಂದ್ರ ರಕ್ಷಣಾ ಸಚಿವ ರಾಜನಾಥ್ ಸಿಂಗ್ ಅವರಿಗೆ ಮುಖ್ಯಮಂತ್ರಿ ಸಿದ್ದರಾಮಯ್ಯ ಅಭಿನಂದನೆ ಸಲ್ಲಿಸಿದ್ದಾರೆ. ಸಂಸದ ಯದುವೀರ್ ಒಡೆಯರ್ ಅವರ ಮನವಿಯಂತೆ ಈ ಕ್ರಮ ಕೈಗೊಳ್ಳಲಾಗಿದೆ. [342, 1413, 776, 1498]
story-gst [795, 1371, 1079, 1867]
body: ಧರ್ಮಸ್ಥಳದ ವಿರುದ್ಧ ಅಪಪ್ರಚಾರ ವಿರೋಧಿಸಿ ರಾಜ್ಯ ಬಿಜೆಪಿ ಇಂದಿನಿಂದ ಧರ್ಮಯುದ್ಧ ಆರಂಭಿಸಲಿದೆ. ಧರ್ಮಸ್ಥಳ ಚಲೋ ಮೂಲಕ ರಾಜ್ಯಾದ್ಯಂತ ಕಾರ್ಯಕರ್ತರು ಶ್ರೀಕ್ಷೇತ್ರಕ್ಕೆ ತೆರಳಿ ಮಂಜುನಾಥ ಸ್ವಾಮಿಯ ದರ್ಶನ ಪಡೆಯಲಿದ್ದಾರೆ. ಧರ್ಮಸ್ಥಳ ಕ್ಷೇತ್ರದ ಬಗ್ಗೆ ಸುಳ್ಳು ಸುದ್ದಿ ಹರಡುತ್ತಿರುವವರ ವಿರುದ್ಧ ಕ್ರಮ ಕೈಗೊಳ್ಳಬೇಕು. ರಾಜ್ಯ ಸರ್ಕಾರ ಈ ಬಗ್ಗೆ ಮೌನ ವಹಿಸಿರುವುದು ಸರಿಯಲ್ಲ. ಕೂಡಲೇ ಎನ್‌ಐಎ ತನಿಖೆಗೆ ವಹಿಸಬೇಕು ಎಂದು ಬಿಜೆಪಿ ರಾಜ್ಯಾಧ್ಯಕ್ಷ ಬಿ.ವೈ. ವಿಜಯೇಂದ್ರ ಒತ್ತಾಯಿಸಿದ್ದಾರೆ. ಧರ್ಮಸ್ಥಳದ ವಿರುದ್ಧದ ಷಡ್ಯಂತ್ರದ ಹಿಂದೆ ಇರುವವರನ್ನು ಪತ್ತೆಹಚ್ಚಬೇಕು ಎಂದು ಅವರು ಆಗ್ರಹಿಸಿದರು. [342, 1700, 776, 1803]
horoscope-sign: ♉ ವೃಷಭ ನಿಮಗೆ ಪ್ರತಿಕೂಲ ಪರಿಸ್ಥಿತಿ ಎದುರಾಗಲಿದೆ. ತಾಳ್ಮೆಯಿಂದ ವರ್ತಿಸಿ. [46, 1186, 180, 1299]
kicker: ಶ್ರೀಕ್ಷೇತ್ರ, ಧರ್ಮಾಧಿಕಾರಿ ವಿರುದ್ಧ ದುಷ್ಟಶಕ್ತಿಗಳಿಂದ ಷಡ್ಯಂತ್ರ: ಆಕ್ರೋಶ [342, 603, 875, 633]
page-number: ೦೪ [246, 94, 280, 129]
timings-box: ರಾಹುಕಾಲ: 10.30-12.00 ಗುಳಿಕಕಾಲ: 7.30-9.00 [46, 1832, 323, 1872]
virgo-icon: ♍ [46, 1693, 65, 1711]
lead-story [342, 603, 1090, 1356]
pisces-icon: ♓ [188, 1693, 207, 1711]
kidi-author: ವಾಸುದೇವರಾವ್ ಕಕ್ಕಿಲೇಜಿ [84, 683, 187, 698]
dateline: ನವದೆಹಲಿ: [795, 1411, 837, 1425]
box-title: ಮನವಿಗಳೇನು? [1312, 840, 1499, 864]
leo-icon: ♌ [46, 1566, 65, 1585]
dateline: ಕಲಬುರಗಿ: [991, 184, 1037, 200]
